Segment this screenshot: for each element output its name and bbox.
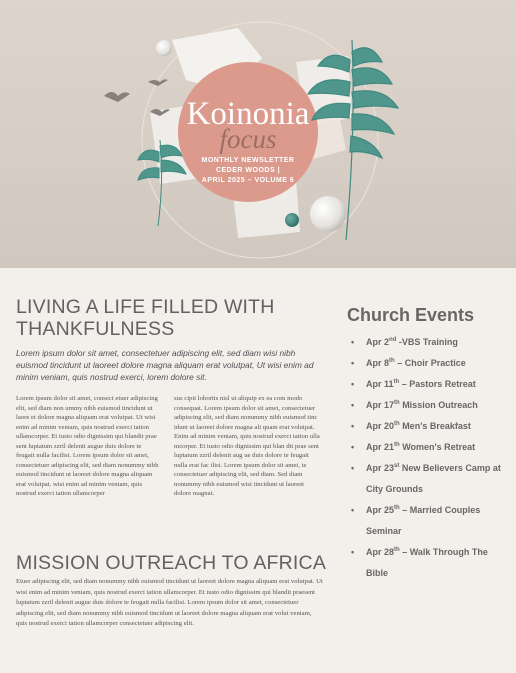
article2-heading: MISSION OUTREACH TO AFRICA (16, 552, 327, 574)
large-sphere (310, 196, 346, 232)
event-label: -VBS Training (396, 337, 458, 347)
article1-heading (16, 296, 275, 340)
event-date-suffix: st (394, 463, 400, 469)
events-title: Church Events (347, 305, 475, 325)
event-item (351, 395, 511, 416)
event-label: – Choir Practice (394, 358, 466, 368)
event-label: – Pastors Retreat (399, 379, 476, 389)
event-item (351, 542, 511, 584)
article1-column-1: Lorem ipsum dolor sit amet, consect etuer adipiscing elit, sed diam non ummy nibh euismod tincidunt ut laore et dolore magna aliquam erat volutpat. Ut wisi enim ad minim veniam, quis nostrud exerci tation ullamcorper. Et iusto odio dignissim qui blandit prae sent luptatum zzril delenit augue duis dolore te feugait nulla facilisi. Lorem ipsum dolor sit amet, consectetuer adipiscing elit, sed diam nonummy nibh euismod tincidunt ut laoreet dolore magna aliquam erat volutpat. wisi enim ad minim veniam, quis nostrud exerci tation ullamcorper (16, 395, 159, 497)
event-item (351, 353, 511, 374)
event-item (351, 332, 511, 353)
event-date: Apr 28 (366, 547, 395, 557)
event-label: – Married Couples Seminar (366, 505, 481, 536)
event-date-suffix: th (394, 505, 400, 511)
newsletter-body (0, 268, 516, 673)
teal-sphere (285, 213, 299, 227)
event-date-suffix: th (394, 547, 400, 553)
newsletter-subtitle: focus (219, 124, 277, 154)
event-item (351, 374, 511, 395)
article1-heading-line2: THANKFULNESS (16, 318, 175, 340)
masthead (178, 56, 318, 196)
event-date: Apr 25 (366, 505, 395, 515)
event-date: Apr 17 (366, 400, 395, 410)
event-date-suffix: th (394, 421, 400, 427)
newsletter-title: Koinonia (186, 96, 310, 132)
newsletter-issue: APRIL 2025 – VOLUME 6 (201, 177, 295, 184)
event-label: Women's Retreat (399, 442, 476, 452)
event-item (351, 437, 511, 458)
events-list (351, 332, 511, 584)
header-banner (0, 0, 516, 268)
bird-1 (104, 92, 130, 102)
event-label: New Believers Camp at City Grounds (366, 463, 501, 494)
event-date: Apr 2 (366, 337, 390, 347)
event-date: Apr 23 (366, 463, 395, 473)
event-date: Apr 11 (366, 379, 394, 389)
event-item (351, 458, 511, 500)
event-date-suffix: nd (389, 337, 397, 343)
event-date-suffix: th (394, 442, 400, 448)
event-label: Men's Breakfast (399, 421, 471, 431)
event-date: Apr 21 (366, 442, 395, 452)
event-label: – Walk Through The Bible (366, 547, 488, 578)
event-item (351, 416, 511, 437)
event-date: Apr 20 (366, 421, 395, 431)
event-date: Apr 8 (366, 358, 390, 368)
event-label: Mission Outreach (399, 400, 478, 410)
article2-body: Etuer adipiscing elit, sed diam nonummy nibh euismod tincidunt ut laoreet dolore magna aliquam erat volutpat. Ut wisi enim ad minim veniam, quis nostrud exerci tation ullamcorper. Et iusto odio dignissim qui blandit praesent luptatum zzril delenit augue duis dolore te feugait nulla facilisi. Lorem ipsum dolor sit amet, consectetuer adipiscing elit, sed diam nonummy nibh euismod tincidunt ut laoreet dolore magna aliquam erat volut veniam, quis nostrud exerci tation ullamcorper consectetuer adipiscing elit. (16, 578, 323, 627)
event-date-suffix: th (393, 379, 400, 385)
newsletter-church: CEDER WOODS | (215, 167, 281, 174)
article1-intro: Lorem ipsum dolor sit amet, consectetuer adipiscing elit, sed diam wisi nibh euismod tincidunt ut laoreet dolore magna aliquam erat volutpat, Ut wisi enim ad minim veniam, quis nostrud exerci, lorem dolore sit. (16, 348, 314, 382)
newsletter-type: MONTHLY NEWSLETTER (201, 157, 295, 164)
article1-column-2: sus cipit lobortis nisl ut aliquip ex ea com modo consequat. Lorem ipsum dolor sit amet, consectetuer adipiscing elit, sed diam nonummy nibh euismod tinc idunt ut laoreet dolore magna ali quam erat volutpat. Enim ad minim veniam, quis nostrud exerci tation ulla mcorper. Et iusto odio dignissim qui blan dit prae sent luptatum zzril delenit aug ue duis dolore te feugait nulla erat fac ilisi. Lorem ipsum dolor sit amet, te consectetuer adipiscing elit, sed diam. Sed diam nonummy nibh euismod wisi tincidunt ut laoreet dolore magnat. (174, 395, 320, 497)
article1-heading-line1: LIVING A LIFE FILLED WITH (16, 296, 275, 318)
event-date-suffix: th (389, 358, 395, 364)
event-date-suffix: th (394, 400, 400, 406)
event-item (351, 500, 511, 542)
small-sphere (156, 40, 172, 56)
